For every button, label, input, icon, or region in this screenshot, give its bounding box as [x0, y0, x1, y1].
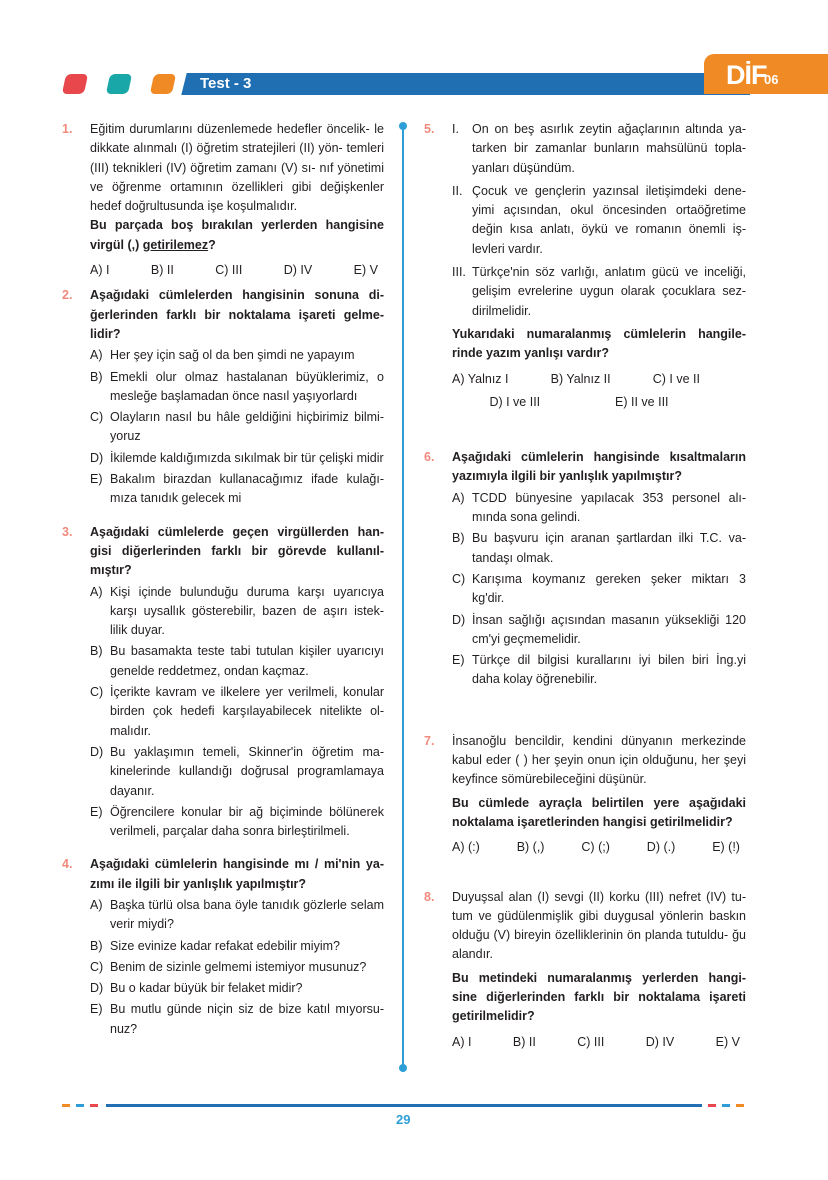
- option-a[interactable]: A) I: [90, 263, 110, 278]
- option-c[interactable]: C) III: [215, 263, 243, 278]
- footer-dash-orange-r: [736, 1104, 744, 1107]
- option-e[interactable]: E) II ve III: [615, 394, 669, 409]
- option-c[interactable]: C) I ve II: [652, 371, 700, 386]
- question-6: [424, 448, 746, 690]
- option-a[interactable]: A) Başka türlü olsa bana öyle tanıdık gözlerle selam verir miydi?: [90, 897, 384, 932]
- option-a[interactable]: A) I: [452, 1034, 472, 1049]
- question-text: Eğitim durumlarını düzenlemede hedefler öncelik- le dikkate alınmalı (I) öğretim stratejileri (II) yön- temleri (III) teknikleri (IV) öğretim zamanı (V) sı- nıf yönetimi ve öğrenme ortamının özellikleri gibi değişkenler hedef doğrultusunda işe koşulmalıdır.: [90, 122, 384, 214]
- brand-number: 06: [764, 72, 779, 87]
- option-b[interactable]: B) II: [150, 263, 174, 278]
- question-8: [424, 888, 746, 1052]
- question-7: [424, 732, 746, 858]
- footer-dash-teal-r: [722, 1104, 730, 1107]
- option-c[interactable]: C) Olayların nasıl bu hâle geldiğini hiçbirimiz bilmi- yoruz: [90, 410, 384, 444]
- test-label: Test - 3: [200, 75, 252, 92]
- option-a[interactable]: A) Kişi içinde bulunduğu duruma karşı uyarıcıya karşı uysallık gösterebilir, bazen de aşırı istek- lilik duyar.: [90, 584, 384, 638]
- question-number: 4.: [62, 857, 73, 872]
- option-d[interactable]: D) (.): [646, 840, 676, 855]
- column-divider: [402, 126, 404, 1068]
- page-number: 29: [396, 1112, 411, 1127]
- option-d[interactable]: D) I ve III: [489, 394, 541, 409]
- question-number: 2.: [62, 288, 73, 303]
- question-stem: Aşağıdaki cümlelerden hangisinin sonuna di- ğerlerinden farklı bir noktalama işareti gelme- lidir?: [90, 288, 384, 341]
- option-b[interactable]: B) Yalnız II: [550, 371, 611, 386]
- option-e[interactable]: E) Türkçe dil bilgisi kurallarını iyi bilen biri İng.yi daha kolay öğrenebilir.: [452, 653, 746, 687]
- statement-i: I. On on beş asırlık zeytin ağaçlarının altında ya- tarken bir zamanlar bunların mahsülünü topla- yanları düşündüm.: [452, 122, 746, 175]
- question-text: Duyuşsal alan (I) sevgi (II) korku (III) nefret (IV) tu- tum ve güdülenmişlik gibi duygusal yönlerin baskın olduğu (V) bireyin özelliklerinin ön planda tutuldu- ğu alandır.: [452, 889, 746, 962]
- option-e[interactable]: E) Öğrencilere konular bir ağ biçiminde bölünerek verilmeli, parçalar daha sonra birleştirilmeli.: [90, 804, 384, 839]
- footer-dash-red-l: [90, 1104, 98, 1107]
- option-b[interactable]: B) Emekli olur olmaz hastalanan büyüklerimiz, o mesleğe başlamadan önce nasıl yaşıyorlardı: [90, 369, 384, 403]
- option-d[interactable]: D) IV: [645, 1034, 675, 1049]
- option-d[interactable]: D) İnsan sağlığı açısından masanın yüksekliği 120 cm'yi geçmemelidir.: [452, 612, 746, 646]
- question-number: 1.: [62, 122, 73, 136]
- answer-options: [90, 261, 384, 280]
- option-b[interactable]: B) Bu basamakta teste tabi tutulan kişiler uyarıcıyı genelde reddetmez, ondan kaçmaz.: [90, 644, 384, 678]
- statement-ii: II. Çocuk ve gençlerin yazınsal iletişimdeki dene- yimi açısından, okul öncesinden ortaöğretime değin kısa anlatı, öykü ve romanın önemli iş- levleri vardır.: [452, 183, 746, 256]
- option-c[interactable]: C) III: [577, 1034, 605, 1049]
- question-number: 8.: [424, 889, 435, 904]
- footer-dash-teal-l: [76, 1104, 84, 1107]
- question-number: 5.: [424, 122, 435, 136]
- option-b[interactable]: B) II: [512, 1034, 536, 1049]
- option-a[interactable]: A) TCDD bünyesine yapılacak 353 personel alı- mında sona gelindi.: [452, 490, 746, 525]
- option-b[interactable]: B) Bu başvuru için aranan şartlardan ilki T.C. va- tandaşı olmak.: [452, 531, 746, 565]
- option-c[interactable]: C) Karışıma koymanız gereken şeker miktarı 3 kg'dir.: [452, 571, 746, 606]
- question-stem: Bu metindeki numaralanmış yerlerden hangi- sine diğerlerinden farklı bir noktalama işareti getirilmelidir?: [452, 970, 746, 1024]
- right-column: [424, 0, 746, 1052]
- option-e[interactable]: E) (!): [712, 840, 740, 855]
- question-number: 3.: [62, 524, 73, 539]
- option-a[interactable]: A) Yalnız I: [452, 371, 509, 386]
- option-d[interactable]: D) İkilemde kaldığımızda sıkılmak bir tür çelişki midir: [90, 450, 384, 465]
- footer-line: [106, 1104, 702, 1107]
- option-d[interactable]: D) Bu o kadar büyük bir felaket midir?: [90, 981, 303, 996]
- question-number: 7.: [424, 733, 435, 748]
- answer-options: [452, 1033, 746, 1052]
- option-b[interactable]: B) (,): [516, 840, 545, 855]
- option-b[interactable]: B) Size evinize kadar refakat edebilir miyim?: [90, 938, 340, 953]
- divider-dot-bottom: [399, 1064, 407, 1072]
- question-number: 6.: [424, 450, 435, 465]
- question-1: [62, 120, 384, 280]
- footer-dash-orange-l: [62, 1104, 70, 1107]
- answer-options-row-1: [452, 370, 746, 389]
- option-c[interactable]: C) Benim de sizinle gelmemi istemiyor musunuz?: [90, 959, 367, 974]
- left-column: [62, 0, 384, 1039]
- option-c[interactable]: C) (;): [581, 840, 610, 855]
- option-a[interactable]: A) Her şey için sağ ol da ben şimdi ne yapayım: [90, 348, 355, 363]
- footer-dash-red-r: [708, 1104, 716, 1107]
- question-4: [62, 855, 384, 1039]
- question-stem: Aşağıdaki cümlelerde geçen virgüllerden han- gisi diğerlerinden farklı bir görevde kullanıl- mıştır?: [90, 524, 384, 578]
- option-e[interactable]: E) Bakalım birazdan kullanacağımız ifade kulağı- mıza tanıdık gelecek mi: [90, 472, 384, 506]
- question-stem: Aşağıdaki cümlelerin hangisinde mı / mi'nin ya- zımı ile ilgili bir yanlışlık yapılmıştır?: [90, 857, 384, 891]
- answer-options: [452, 838, 746, 857]
- option-e[interactable]: E) V: [715, 1034, 740, 1049]
- question-2: [62, 286, 384, 508]
- option-c[interactable]: C) İçerikte kavram ve ilkelere yer verilmeli, konular birden çok hedefi karşılayabilecek nitelikte ol- malıdır.: [90, 685, 384, 738]
- option-d[interactable]: D) Bu yaklaşımın temeli, Skinner'in öğretim ma- kinelerinde kullandığı doğrusal programlamaya dayanır.: [90, 744, 384, 798]
- option-a[interactable]: A) (:): [452, 840, 480, 855]
- question-text: İnsanoğlu bencildir, kendini dünyanın merkezinde kabul eder ( ) her şeyin onun için olduğunu, her şeyi keyfince sömürebileceğini düşünür.: [452, 733, 746, 787]
- answer-options-row-2: [452, 393, 746, 412]
- question-stem: Bu cümlede ayraçla belirtilen yere aşağıdaki noktalama işaretlerinden hangisi getirilmelidir?: [452, 795, 746, 829]
- question-stem: Aşağıdaki cümlelerin hangisinde kısaltmaların yazımıyla ilgili bir yanlışlık yapılmıştır?: [452, 450, 746, 484]
- question-5: [424, 120, 746, 412]
- option-e[interactable]: E) Bu mutlu günde niçin siz de bize katıl mıyorsu- nuz?: [90, 1002, 384, 1036]
- divider-dot-top: [399, 122, 407, 130]
- question-stem: Bu parçada boş bırakılan yerlerden hangisine virgül (,) getirilemez?: [90, 218, 384, 252]
- brand-logo: DİF: [726, 60, 767, 90]
- option-e[interactable]: E) V: [353, 263, 378, 278]
- question-stem: Yukarıdaki numaralanmış cümlelerin hangile- rinde yazım yanlışı vardır?: [452, 326, 746, 361]
- statement-iii: III. Türkçe'nin söz varlığı, anlatım gücü ve inceliği, gelişim evrelerine uygun olarak çocuklara sez- dirilmelidir.: [452, 265, 746, 318]
- question-3: [62, 523, 384, 842]
- option-d[interactable]: D) IV: [283, 263, 313, 278]
